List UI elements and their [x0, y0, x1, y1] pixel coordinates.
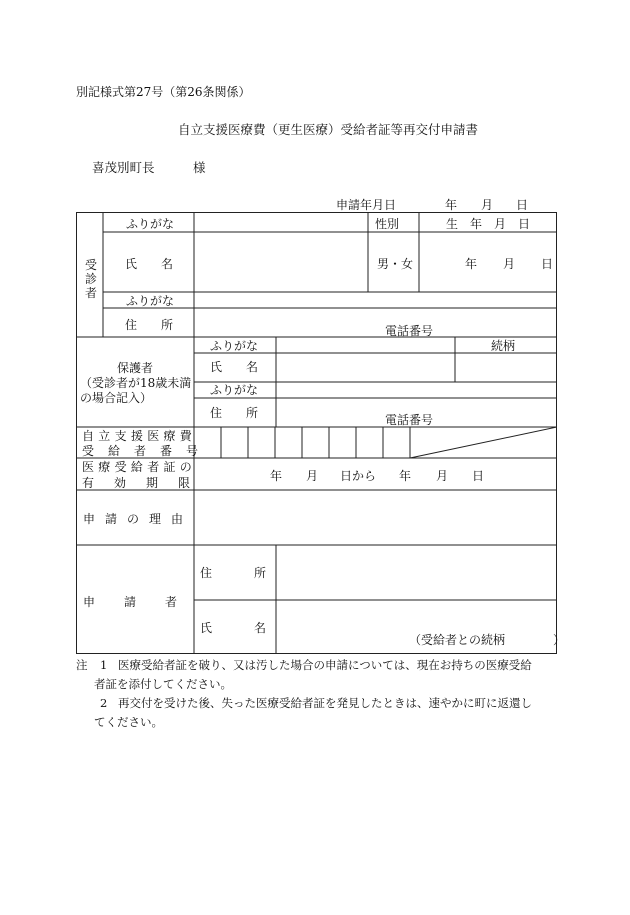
- recipient-furigana-label: ふりがな: [126, 217, 175, 231]
- note-1-number: 1: [100, 658, 108, 672]
- recipient-section-label: 受診者: [85, 258, 98, 300]
- validity-label-line1: 医療受給者証の: [82, 460, 197, 474]
- applicant-relationship-note: （受給者との続柄 ）: [409, 633, 566, 647]
- recipient-address-label: 住 所: [125, 318, 174, 332]
- validity-to-month: 月: [436, 469, 449, 483]
- guardian-relationship-label: 続柄: [491, 339, 516, 353]
- recipient-name-label: 氏 名: [125, 257, 174, 271]
- note-1-line1: 医療受給者証を破り、又は汚した場合の申請については、現在お持ちの医療受給: [118, 658, 532, 672]
- validity-from-month: 月: [306, 469, 319, 483]
- note-1-line2: 者証を添付してください。: [94, 677, 232, 691]
- guardian-name-label: 氏 名: [210, 360, 259, 374]
- note-2-number: 2: [100, 696, 108, 710]
- validity-from-day: 日から: [340, 469, 377, 483]
- notes-prefix: 注: [76, 658, 88, 672]
- application-date-label: 申請年月日: [336, 198, 397, 212]
- reason-label: 申請の理由: [83, 512, 194, 526]
- birth-month: 月: [503, 257, 516, 271]
- guardian-phone-label: 電話番号: [385, 413, 434, 427]
- applicant-label: 申請者: [83, 595, 207, 609]
- form-number: 別記様式第27号（第26条関係）: [76, 85, 251, 99]
- recipient-phone-label: 電話番号: [385, 324, 434, 338]
- application-date-month: 月: [481, 198, 494, 212]
- honorific: 様: [193, 160, 206, 175]
- application-date-year: 年: [445, 198, 458, 212]
- addressee: 喜茂別町長: [92, 160, 155, 175]
- recipient-number-label-line2: 受給者番号: [82, 444, 213, 458]
- birth-label: 生 年 月 日: [446, 217, 531, 231]
- validity-to-year: 年: [399, 469, 412, 483]
- form-title: 自立支援医療費（更生医療）受給者証等再交付申請書: [178, 122, 479, 137]
- birth-day: 日: [541, 257, 554, 271]
- guardian-address-label: 住 所: [210, 406, 259, 420]
- application-date-day: 日: [516, 198, 529, 212]
- recipient-furigana2-label: ふりがな: [126, 294, 175, 308]
- guardian-furigana-label: ふりがな: [210, 339, 259, 353]
- validity-from-year: 年: [270, 469, 283, 483]
- birth-year: 年: [465, 257, 478, 271]
- guardian-furigana2-label: ふりがな: [210, 383, 259, 397]
- note-2-line1: 再交付を受けた後、失った医療受給者証を発見したときは、速やかに町に返還し: [118, 696, 532, 710]
- validity-to-day: 日: [472, 469, 485, 483]
- note-2-line2: てください。: [94, 715, 163, 729]
- sex-label: 性別: [375, 217, 400, 231]
- sex-value: 男・女: [377, 257, 414, 271]
- applicant-name-label: 氏 名: [200, 621, 273, 635]
- applicant-address-label: 住 所: [200, 566, 273, 580]
- guardian-label-line1: 保護者: [116, 361, 153, 375]
- validity-label-line2: 有効期限: [82, 476, 211, 490]
- guardian-label-line2: （受診者が18歳未満: [80, 376, 192, 390]
- guardian-label-line3: の場合記入）: [80, 391, 153, 405]
- recipient-number-label-line1: 自立支援医療費: [82, 429, 197, 443]
